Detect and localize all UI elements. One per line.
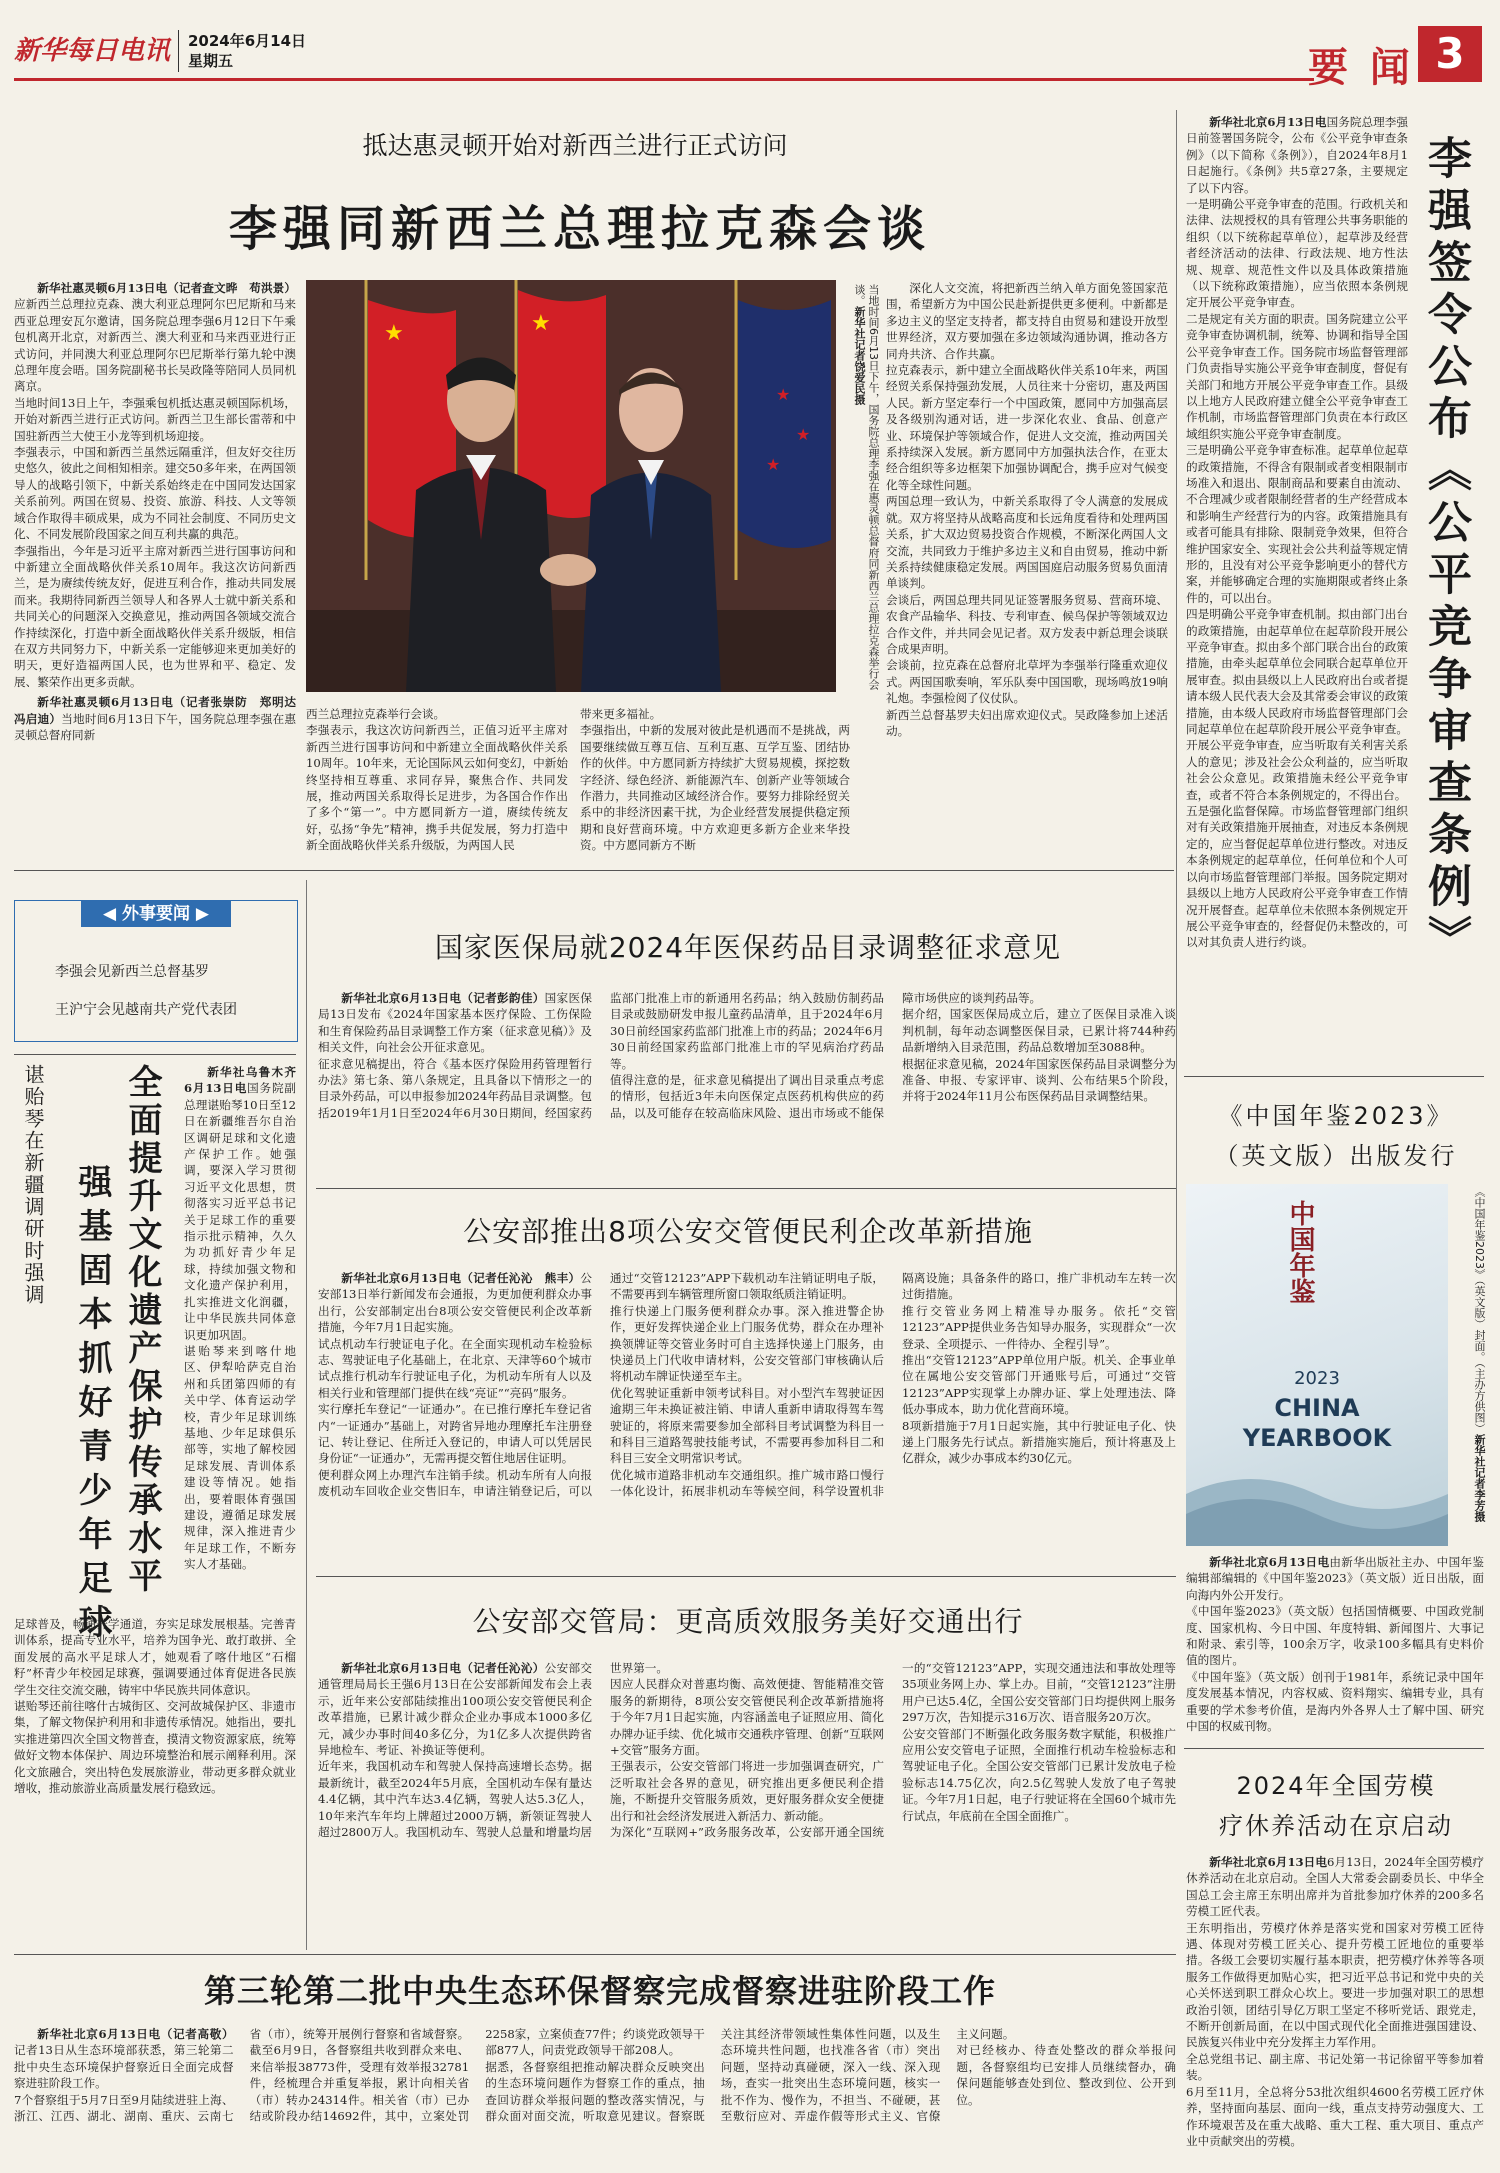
yearbook-caption: 《中国年鉴2023》（英文版）封面。（主办方供图）新华社记者李芳摄 [1473,1186,1486,1522]
yearbook-title-1: 《中国年鉴2023》 [1218,1102,1454,1130]
brief-label: ◀ 外事要闻 ▶ [81,901,231,927]
eco-byline: 新华社北京6月13日电（记者高敬） [37,2027,234,2041]
brief-box [14,900,298,1042]
photo-caption: 当地时间6月13日下午，国务院总理李强在惠灵顿总督府同新西兰总理拉克森举行会谈。新华社记者饶爱民摄 [853,284,880,690]
xinjiang-subtitle: 谌贻琴在新疆调研时强调 [21,1064,45,1306]
page-number-badge: 3 [1418,26,1482,82]
cover-title-cn: 中国年鉴 [1285,1200,1315,1304]
labor-byline: 新华社北京6月13日电 [1209,1855,1328,1869]
right-story-title: 李强签令公布《公平竞争审查条例》 [1420,135,1471,967]
labor-title-1: 2024年全国劳模 [1236,1772,1436,1800]
handshake [540,554,596,586]
svg-text:★: ★ [776,385,791,404]
masthead-rule [14,78,1314,81]
traffic2-body: 新华社北京6月13日电（记者任沁沁）公安部交通管理局局长王强6月13日在公安部新闻发布会上表示，近年来公安部陆续推出100项公安交管便民利企改革措施，已累计减少群众企业办事成本1000多亿元，减少办事时间40多亿分，为1亿多人次提供跨省异地检车、考证、补换证等便利。 近年来，我国机动车和驾驶人保持高速增长态势。据最新统计，截至2024年5月底，全国机动车保有量达4.4亿辆，其中汽车达3.4亿辆，驾驶人达5.3亿人，10年来汽车年均上牌超过2000万辆，新领证驾驶人超过2800万人。我国机动车、驾驶人总量和增量均居世界第一。 因应人民群众对普惠均衡、高效便捷、智能精准交管服务的新期待，8项公安交管便民利企改革新措施将于今年7月1日起实施，内容涵盖电子证照应用、简化办牌办证手续、优化城市交通秩序管理、创新“互联网+交管”服务方面。 王强表示，公安交管部门将进一步加强调查研究，广泛听取社会各界的意见，研究推出更多便民利企措施，不断提升交管服务质效，更好服务群众安全便捷出行和社会经济发展进入新活力、新动能。 为深化“互联网+”政务服务改革，公安部开通全国统一的“交管12123”APP，实现交通违法和事故处理等35项业务网上办、掌上办。目前，“交管12123”注册用户已达5.4亿，全国公安交管部门日均提供网上服务297万次，告知提示316万次、语音服务20万次。 公安交管部门不断强化政务服务数字赋能，积极推广应用公安交管电子证照，全面推行机动车检验标志和驾驶证电子化。全国公安交管部门已累计发放电子检验标志14.75亿次，向2.5亿驾驶人发放了电子驾驶证。今年7月1日起，电子行驶证将在全国60个城市先行试点，年底前在全国全面推广。 [318,1661,1176,1840]
yearbook-credit: 新华社记者李芳摄 [1473,1434,1486,1522]
medical-body: 新华社北京6月13日电（记者彭韵佳）国家医保局13日发布《2024年国家基本医疗保险、工伤保险和生育保险药品目录调整工作方案（征求意见稿）》及相关文件，向社会公开征求意见。 征求意见稿提出，符合《基本医疗保险用药管理暂行办法》第七条、第八条规定，且具备以下情形之一的目录外药品，可以申报参加2024年药品目录调整。包括2019年1月1日至2024年6月30日期间，经国家药监部门批准上市的新通用名药品；纳入鼓励仿制药品目录或鼓励研发申报儿童药品清单，且于2024年6月30日前经国家药监部门批准上市的药品；2024年6月30日前经国家药监部门批准上市的罕见病治疗药品等。 值得注意的是，征求意见稿提出了调出目录重点考虑的情形，包括近3年未向医保定点医药机构供应的药品，以及可能存在较高临床风险、退出市场或不能保障市场供应的谈判药品等。 据介绍，国家医保局成立后，建立了医保目录准入谈判机制，每年动态调整医保目录，已累计将744种药品新增纳入目录范围，药品总数增加至3088种。 根据征求意见稿，2024年国家医保药品目录调整分为准备、申报、专家评审、谈判、公布结果5个阶段，并将于2024年11月公布医保药品目录调整结果。 [318,991,1176,1120]
cover-waves [1186,1454,1448,1546]
traffic2-title: 公安部交管局：更高质效服务美好交通出行 [472,1605,1024,1638]
lead-headline: 李强同新西兰总理拉克森会谈 [228,201,931,257]
medical-byline: 新华社北京6月13日电（记者彭韵佳） [341,991,545,1005]
photo-credit: 新华社记者饶爱民摄 [853,306,866,405]
medical-title: 国家医保局就2024年医保药品目录调整征求意见 [434,931,1062,964]
svg-text:★: ★ [384,321,404,346]
cover-year: 2023 [1294,1368,1340,1389]
xinjiang-byline: 新华社乌鲁木齐6月13日电 [184,1065,296,1096]
xinjiang-body-narrow: 新华社乌鲁木齐6月13日电国务院副总理谌贻琴10日至12日在新疆维吾尔自治区调研足球和文化遗产保护工作。她强调，要深入学习贯彻习近平文化思想，贯彻落实习近平总书记关于足球工作的重要指示批示精神，久久为功抓好青少年足球，持续加强文物和文化遗产保护利用，扎实推进文化润疆，让中华民族共同体意识更加巩固。 谌贻琴来到喀什地区、伊犁哈萨克自治州和兵团第四师的有关中学、体育运动学校，青少年足球训练基地、少年足球俱乐部等，实地了解校园足球发展、青训体系建设等情况。她指出，要着眼体育强国建设，遵循足球发展规律，深入推进青少年足球工作，不断夯实人才基础。 [184,1065,296,1572]
traffic1-byline: 新华社北京6月13日电（记者任沁沁 熊丰） [341,1271,581,1285]
yearbook-cover [1186,1184,1448,1546]
lead-byline-2: 新华社惠灵顿6月13日电（记者张崇防 郑明达 冯启迪） [14,695,308,726]
yearbook-byline: 新华社北京6月13日电 [1209,1555,1330,1569]
lead-col3: 带来更多福祉。 李强指出，中新的发展对彼此是机遇而不是挑战，两国要继续做互尊互信、互利互惠、互学互鉴、团结协作的伙伴。中方愿同新方持续扩大贸易规模，探挖数字经济、绿色经济、新能源汽车、创新产业等领域合作潜力，共同推动区域经济合作。要努力排除经贸关系中的非经济因素干扰，为企业经营发展提供稳定预期和良好营商环境。中方欢迎更多新方企业来华投资。中方愿同新方不断 [580,707,850,853]
yearbook-title-2: （英文版）出版发行 [1214,1142,1458,1170]
labor-title-2: 疗休养活动在京启动 [1219,1812,1453,1840]
brief-item-2[interactable]: 王沪宁会见越南共产党代表团 [55,1002,237,1018]
masthead-date: 2024年6月14日 [188,32,307,50]
xinjiang-title-1: 全面提升文化遗产保护传承水平 [122,1064,162,1596]
lead-kicker: 抵达惠灵顿开始对新西兰进行正式访问 [362,131,788,160]
section-title: 要 闻 [1308,45,1414,91]
lead-col1: 新华社惠灵顿6月13日电（记者查文晔 苟洪景）应新西兰总理拉克森、澳大利亚总理阿尔巴尼斯和马来西亚总理安瓦尔邀请，国务院总理李强6月12日下午乘包机离开北京，对新西兰、澳大利亚和马来西亚进行正式访问，并同澳大利亚总理阿尔巴尼斯举行第九轮中澳总理年度会晤。国务院副秘书长吴政隆等陪同人员同机离京。 当地时间13日上午，李强乘包机抵达惠灵顿国际机场，开始对新西兰进行正式访问。新西兰卫生部长雷蒂和中国驻新西兰大使王小龙等到机场迎接。 李强表示，中国和新西兰虽然远隔重洋，但友好交往历史悠久，彼此之间相知相亲。建交50多年来，在两国领导人的战略引领下，中新关系始终走在中国同发达国家关系前列。两国在贸易、投资、旅游、科技、人文等领域合作取得丰硕成果，成为不同社会制度、不同历史文化、不同发展阶段国家之间互利共赢的典范。 李强指出，今年是习近平主席对新西兰进行国事访问和中新建立全面战略伙伴关系10周年。我这次访问新西兰，是为赓续传统友好，促进互利合作，推动共同发展而来。我期待同新西兰领导人和各界人士就中新关系和共同关心的问题深入交换意见，推动两国各领域交流合作持续深化，打造中新全面战略伙伴关系升级版，相信在双方共同努力下，中新关系一定能够迎来更加美好的明天，更好造福两国人民，也为世界和平、稳定、发展、繁荣作出更多贡献。 新华社惠灵顿6月13日电（记者张崇防 郑明达 冯启迪）当地时间6月13日下午，国务院总理李强在惠灵顿总督府同新 [14,281,308,742]
labor-body: 新华社北京6月13日电6月13日，2024年全国劳模疗休养活动在北京启动。全国人大常委会副委员长、中华全国总工会主席王东明出席并为首批参加疗休养的200多名劳模工匠代表。 王东明指出，劳模疗休养是落实党和国家对劳模工匠待遇、体现对劳模工匠关心、提升劳模工匠地位的重要举措。各级工会要切实履行基本职责，把劳模疗休养等各项服务工作做得更加贴心实，把习近平总书记和党中央的关心关怀送到职工群众心坎上。要进一步加强对职工的思想政治引领，团结引导亿万职工坚定不移听党话、跟党走，不断开创新局面，在以中国式现代化全面推进强国建设、民族复兴伟业中充分发挥主力军作用。 全总党组书记、副主席、书记处第一书记徐留平等参加着装。 6月至11月，全总将分53批次组织4600名劳模工匠疗休养，坚持面向基层、面向一线，重点支持劳动强度大、工作环境艰苦及在重大战略、重大工程、重大项目、重点产业中贡献突出的劳模。 [1186,1855,1485,2148]
traffic1-body: 新华社北京6月13日电（记者任沁沁 熊丰）公安部13日举行新闻发布会通报，为更加便利群众办事出行，公安部制定出台8项公安交管便民利企改革新措施，今年7月1日起实施。 试点机动车行驶证电子化。在全面实现机动车检验标志、驾驶证电子化基础上，在北京、天津等60个城市试点推行机动车行驶证电子化，为机动车所有人以及相关行业和管理部门提供在线“亮证”“亮码”服务。 实行摩托车登记“一证通办”。在已推行摩托车登记省内“一证通办”基础上，对跨省异地办理摩托车注册登记、转让登记、住所迁入登记的，申请人可以凭居民身份证“一证通办”，无需再提交暂住地居住证明。 便利群众网上办理汽车注销手续。机动车所有人向报废机动车回收企业交售旧车，申请注销登记后，可以通过“交管12123”APP下载机动车注销证明电子版，不需要再到车辆管理所窗口领取纸质注销证明。 推行快递上门服务便利群众办事。深入推进警企协作，更好发挥快递企业上门服务优势，群众在办理补换领牌证等交管业务时可自主选择快递上门服务，由快递员上门代收申请材料，公安交管部门审核确认后将机动车牌证快递至车主。 优化驾驶证重新申领考试科目。对小型汽车驾驶证因逾期三年未换证被注销、申请人重新申请取得驾车驾驶证的，将原来需要参加全部科目考试调整为科目一和科目三道路驾驶技能考试，不需要再参加科目二和科目三安全文明常识考试。 优化城市道路非机动车交通组织。推广城市路口慢行一体化设计，拓展非机动车等候空间，科学设置机非隔离设施；具备条件的路口，推广非机动车左转一次过街措施。 推行交管业务网上精准导办服务。依托“交管12123”APP提供业务告知导办服务，实现群众“一次登录、全项提示、一件待办、全程引导”。 推出“交管12123”APP单位用户版。机关、企事业单位在属地公安交管部门开通账号后，可通过“交管12123”APP实现掌上办牌办证、掌上处理违法、降低办事成本，助力优化营商环境。 8项新措施于7月1日起实施，其中行驶证电子化、快递上门服务先行试点。新措施实施后，预计将惠及上亿群众，减少办事成本约30亿元。 [318,1271,1176,1499]
traffic2-byline: 新华社北京6月13日电（记者任沁沁） [341,1661,545,1675]
cover-title-en-2: YEARBOOK [1242,1424,1392,1452]
svg-text:★: ★ [766,455,781,474]
xinjiang-body-wide: 足球普及，畅通升学通道，夯实足球发展根基。完善青训体系，提高专业水平，培养为国争光、敢打敢拼、全面发展的高水平足球人才，她观看了喀什地区“石榴籽”杯青少年校园足球赛，强调要通过体育促进各民族学生交往交流交融，铸牢中华民族共同体意识。 谌贻琴还前往喀什古城街区、交河故城保护区、非遗市集，了解文物保护利用和非遗传承情况。她指出，要扎实推进第四次全国文物普查，摸清文物资源家底，统筹做好文物本体保护、周边环境整治和展示阐释利用。深化文旅融合，突出特色发展旅游业，带动更多群众就业增收，推动旅游业高质量发展行稳致远。 [14,1617,296,1796]
xinjiang-title-2: 强基固本抓好青少年足球 [72,1164,112,1648]
brief-item-1[interactable]: 李强会见新西兰总督基罗 [55,964,209,980]
traffic1-title: 公安部推出8项公安交管便民利企改革新措施 [463,1215,1033,1248]
svg-text:★: ★ [531,311,551,336]
svg-text:★: ★ [796,425,811,444]
right-story-body: 新华社北京6月13日电国务院总理李强日前签署国务院令，公布《公平竞争审查条例》（以下简称《条例》），自2024年8月1日起施行。《条例》共5章27条，主要规定了以下内容。 一是明确公平竞争审查的范围。行政机关和法律、法规授权的具有管理公共事务职能的组织（以下统称起草单位），起草涉及经营者经济活动的法律、行政法规、地方性法规、规章、规范性文件以及具体政策措施（以下统称政策措施），应当依照本条例规定开展公平竞争审查。 二是规定有关方面的职责。国务院建立公平竞争审查协调机制，统筹、协调和指导全国公平竞争审查工作。国务院市场监督管理部门负责指导实施公平竞争审查制度，督促有关部门和地方开展公平竞争审查工作。县级以上地方人民政府建立健全公平竞争审查工作机制，市场监督管理部门负责在本行政区域组织实施公平竞争审查制度。 三是明确公平竞争审查标准。起草单位起草的政策措施，不得含有限制或者变相限制市场准入和退出、限制商品和要素自由流动、不合理减少或者限制经营者的生产经营成本和影响生产经营行为的内容。政策措施具有或者可能具有排除、限制竞争效果，但符合维护国家安全、实现社会公共利益等规定情形的，且没有对公平竞争影响更小的替代方案，并能够确定合理的实施期限或者终止条件的，可以出台。 四是明确公平竞争审查机制。拟由部门出台的政策措施，由起草单位在起草阶段开展公平竞争审查。拟由多个部门联合出台的政策措施，由牵头起草单位会同联合起草单位开展审查。拟由县级以上人民政府出台或者提请本级人民代表大会及其常委会审议的政策措施，由本级人民政府市场监督管理部门会同起草单位在起草阶段开展公平竞争审查。开展公平竞争审查，应当听取有关利害关系人的意见；涉及社会公众利益的，应当听取社会公众意见。政策措施未经公平竞争审查，或者不符合本条例规定的，不得出台。 五是强化监督保障。市场监督管理部门组织对有关政策措施开展抽查，对违反本条例规定的，应当督促起草单位进行整改。对违反本条例规定的起草单位，任何单位和个人可以向市场监督管理部门举报。国务院定期对县级以上地方人民政府公平竞争审查工作情况开展督查。起草单位未依照本条例规定开展公平竞争审查的，经督促仍未整改的，可以对其负责人进行约谈。 [1186,115,1408,950]
yearbook-body: 新华社北京6月13日电由新华出版社主办、中国年鉴编辑部编辑的《中国年鉴2023》（英文版）近日出版，面向海内外公开发行。 《中国年鉴2023》（英文版）包括国情概要、中国政党制度、国家机构、今日中国、年度特辑、新闻图片、大事记和附录、索引等，100余万字，收录100多幅具有史料价值的图片。 《中国年鉴》（英文版）创刊于1981年，系统记录中国年度发展基本情况，内容权威、资料翔实、编辑专业，具有重要的学术参考价值，是海内外各界人士了解中国、研究中国的权威刊物。 [1186,1555,1484,1734]
eco-body: 新华社北京6月13日电（记者高敬）记者13日从生态环境部获悉，第三轮第二批中央生态环境保护督察近日全面完成督察进驻阶段工作。 7个督察组于5月7日至9月陆续进驻上海、浙江、江西、湖北、湖南、重庆、云南七省（市），统筹开展例行督察和省域督察。截至6月9日，各督察组共收到群众来电、来信举报38773件，受理有效举报32781件，经梳理合并重复举报，累计向相关省（市）转办24314件。相关省（市）已办结或阶段办结14692件，其中，立案处罚2258家，立案侦查77件；约谈党政领导干部877人，问责党政领导干部208人。 据悉，各督察组把推动解决群众反映突出的生态环境问题作为督察工作的重点，抽查回访群众举报问题的整改落实情况，与群众面对面交流，听取意见建议。督察既关注其经济带领域性集体性问题，以及生态环境共性问题，也找准各省（市）突出问题，坚持动真碰硬，深入一线、深入现场，查实一批突出生态环境问题，核实一批不作为、慢作为，不担当、不碰硬，甚至敷衍应对、弄虚作假等形式主义、官僚主义问题。 对已经核办、待查处整改的群众举报问题，各督察组均已安排人员继续督办，确保问题能够查处到位、整改到位、公开到位。 [14,2027,1176,2124]
lead-col2: 西兰总理拉克森举行会谈。 李强表示，我这次访问新西兰，正值习近平主席对新西兰进行国事访问和中新建立全面战略伙伴关系10周年。10年来，无论国际风云如何变幻，中新始终坚持相互尊重、求同存异，聚焦合作、共同发展，推动两国关系取得长足进步，为各国合作作出了多个“第一”。中方愿同新方一道，赓续传统友好，弘扬“争先”精神，携手共促发展，努力打造中新全面战略伙伴关系升级版，为两国人民 [306,707,568,853]
masthead-logo: 新华每日电讯 [14,36,171,66]
right-story-byline: 新华社北京6月13日电 [1209,115,1327,129]
cover-title-en-1: CHINA [1274,1394,1360,1422]
lead-photo [306,280,836,692]
lead-byline: 新华社惠灵顿6月13日电（记者查文晔 苟洪景） [37,281,296,295]
lead-col4: 深化人文交流，将把新西兰纳入单方面免签国家范围，希望新方为中国公民赴新提供更多便利。中新都是多边主义的坚定支持者，都支持自由贸易和建设开放型世界经济，双方要加强在多边领域沟通协调，推动各方同舟共济、合作共赢。 拉克森表示，新中建立全面战略伙伴关系10年来，两国经贸关系保持强劲发展，人员往来十分密切，惠及两国人民。新方坚定奉行一个中国政策，愿同中方加强高层及各级别沟通对话，进一步深化农业、食品、创意产业、环境保护等领域合作，促进人文交流，推动两国关系持续深入发展。新方愿同中方加强执法合作，在亚太经合组织等多边框架下加强协调配合，携手应对气候变化等全球性问题。 两国总理一致认为，中新关系取得了令人满意的发展成就。双方将坚持从战略高度和长远角度看待和处理两国关系，扩大双边贸易投资合作规模，不断深化两国人文交流，共同致力于维护多边主义和自由贸易，推动中新关系持续健康稳定发展。两国国庭启动服务贸易负面清单谈判。 会谈后，两国总理共同见证签署服务贸易、营商环境、农食产品输华、科技、专利审查、候鸟保护等领域双边合作文件，并共同会见记者。双方发表中新总理会谈联合成果声明。 会谈前，拉克森在总督府北草坪为李强举行隆重欢迎仪式。两国国歌奏响，军乐队奏中国国歌，现场鸣放19响礼炮。李强检阅了仪仗队。 新西兰总督基罗夫妇出席欢迎仪式。吴政隆参加上述活动。 [886,281,1168,738]
masthead-weekday: 星期五 [188,52,234,70]
eco-title: 第三轮第二批中央生态环保督察完成督察进驻阶段工作 [203,1972,996,2010]
nz-flag-right [736,280,831,580]
